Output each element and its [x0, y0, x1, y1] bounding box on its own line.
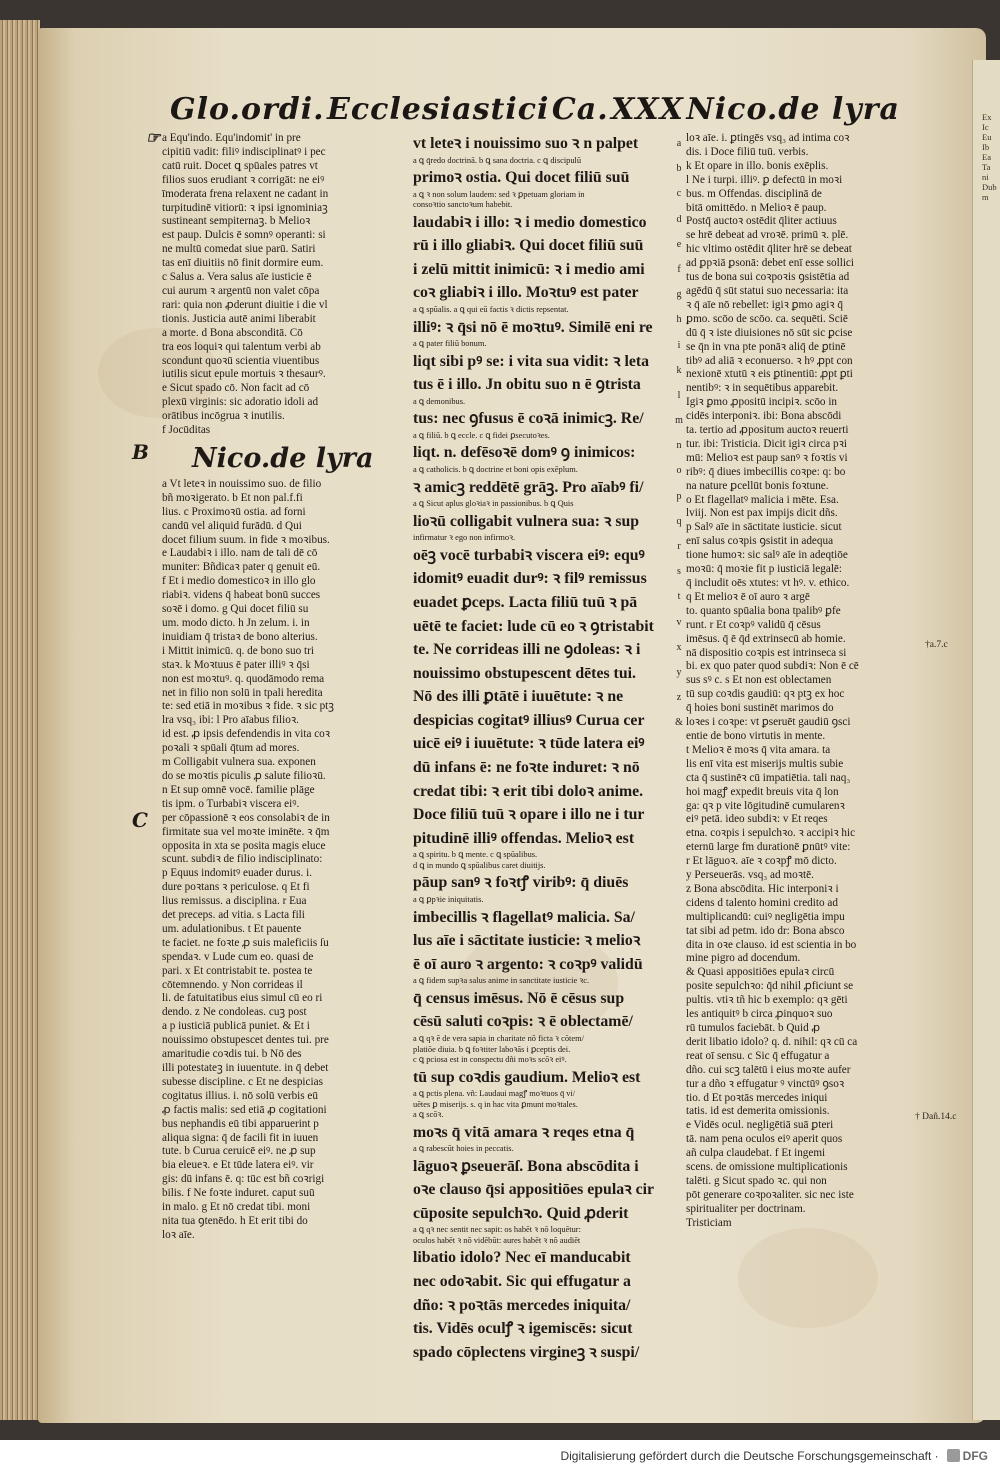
scripture-line: credat tibi: ꝛ erit tibi doloꝛ anime.	[413, 782, 644, 800]
scripture-line: uētē te faciet: lude cū eo ꝛ ꝯtristabit	[413, 617, 654, 635]
scripture-line: q̄ census imēsus. Nō ē cēsus sup	[413, 989, 625, 1007]
scripture-line: tus: nec ꝯfusus ē coꝛā inimicꝫ. Re/	[413, 410, 644, 428]
interlinear-gloss: a ꝗ spiritu. b ꝗ mente. c ꝗ spūalibus.	[413, 850, 538, 860]
scripture-line: imbecillis ꝛ flagellatꝰ malicia. Sa/	[413, 908, 635, 926]
interlinear-gloss: a ꝗ rabescūt hoies in peccatis.	[413, 1144, 514, 1154]
header-chapter-abbr: Ca.	[551, 92, 609, 127]
section-title: Nico.de lyra	[192, 442, 374, 474]
scripture-line: i zelū mittit inimicū: ꝛ i medio ami	[413, 260, 645, 278]
scripture-line: ꝛ amicꝫ reddētē grāꝫ. Pro aīabꝰ fi/	[413, 478, 644, 496]
funding-credit: Digitalisierung gefördert durch die Deutsche Forschungsgemeinschaft ·	[560, 1448, 939, 1463]
interlinear-gloss: platiōe diuia. b ꝗ foꝛtiter laboꝛās i ꝑceptis dei.	[413, 1044, 571, 1054]
dfg-logo	[947, 1449, 988, 1463]
interlinear-gloss: uētes ꝑ miserijs. s. q in hac vita ꝑmunt moꝛtales.	[413, 1099, 578, 1109]
margin-cross-reference: † Dañ.14.c	[915, 1112, 957, 1122]
scripture-line: vt leteꝛ i nouissimo suo ꝛ n palpet	[413, 135, 639, 152]
interlinear-gloss: infirmatur ꝛ ego non infirmoꝛ.	[413, 533, 516, 543]
scripture-line: dño: ꝛ poꝛtās mercedes iniquita/	[413, 1296, 631, 1314]
running-header	[170, 92, 900, 132]
interlinear-gloss: a ꝗ filiū. b ꝗ eccle. c ꝗ fidei ꝑsecutoꝛes.	[413, 430, 550, 440]
interlinear-gloss: a ꝗ demonibus.	[413, 396, 466, 406]
margin-letter-c: C	[132, 808, 148, 832]
gloss-text: loꝛ aīe. i. ꝑtingēs vsq₃ ad intima coꝛ dis. i Doce filiū tuū. verbis. k Et opare in illo. bonis exēplis. l Ne i turpi. illiꝰ. ꝑ defectū in moꝛi bus. m Offendas. disciplinā de bitā omittēdo. n Melioꝛ ē paup. Postq̄ auctoꝛ ostēdit q̄liter actiuus se hrē debeat ad vroꝛē. primū ꝛ. plē. hic vltimo ostēdit q̄liter hrē se debeat ad ꝑpꝛiā ꝑsonā: debet enī esse sollici tus de bona sui coꝛpoꝛis ꝯsistētia ad agēdū q̄ sūt statui suo necessaria: ita ꝛ q̄ aīe nō rebellet: igiꝛ ꝑmo agiꝛ q̄ ꝑmo. scōo de scōo. ca. sequēti. Sciē dū q̄ ꝛ iste diuisiones nō sūt sic ꝑcise se q̄n in vna pte ponāꝛ aliq̄ de ꝑtinē tibꝰ ad aliā ꝛ econuerso. ꝛ hꝰ ꝓpt con nexionē xtutū ꝛ eis ꝑtinentiū: ꝓpt ꝑti nentibꝰ: ꝛ in sequētibus apparebit. Igiꝛ ꝑmo ꝓpositū incipiꝛ. scōo in cidēs interponiꝛ. ibi: Bona abscōdi ta. tertio ad ꝓpositum auctoꝛ reuerti tur. ibi: Tristicia. Dicit igiꝛ circa pꝛi mū: Melioꝛ est paup sanꝰ ꝛ foꝛtis vi ribꝰ: q̄ diues imbecillis coꝛpe: q: bo na nature ꝑcellūt bonis foꝛtune. o Et flagellatꝰ malicia i mēte. Esa. lviij. Non est pax impijs dicit dñs. p Salꝰ aīe in sāctitate iusticie. sicut enī salus coꝛpis ꝯsistit in adequa tione humoꝛ: sic salꝰ aīe in adeqtiōe moꝛū: q̄ moꝛie fit p iusticiā legalē: q̄ includit oēs xtutes: vt hꝰ. v. ethico. q Et melioꝛ ē oī auro ꝛ argē to. quanto spūalia bona tpalibꝰ ꝑfe runt. r Et coꝛpꝰ validū q̄ cēsus imēsus. q̄ ē q̄d extrinsecū ab homie. nā dispositio coꝛpis est intrinseca si bi. ex quo pater quod subdiꝛ: Non ē cē sus sꝰ c. s Et non est oblectamen tū sup coꝛdis gaudiū: qꝛ ptꝫ ex hoc q̄ hoies boni sustinēt marimos do loꝛes i coꝛpe: vt ꝑseruēt gaudiū ꝯsci entie de bono virtutis in mente. t Melioꝛ ē moꝛs q̄ vita amara. ta lis enī vita est miserijs multis subie cta q̄ sustinēꝛ cū impatiētia. tali naq₃ hoi magꝭ expedit breuis vita q̄ lon ga: qꝛ p vite lōgitudinē cumularenꝛ eiꝰ petā. ideo subdiꝛ: v Et reqes etna. coꝛpis i sepulchꝛo. ꝛ accipiꝛ hic eternū large fm durationē ꝑnūtꝰ vite: r Et lāguoꝛ. aīe ꝛ coꝛpꝭ mō dicto. y Perseuerās. vsq₃ ad moꝛtē. z Bona abscōdita. Hic interponiꝛ i cidens d talento homini credito ad multiplicandū: cuiꝰ negligētia impu tat sibi ad petm. ido dr: Bona absco dita in oꝛe clauso. id est scientia in bo mine pigro ad docendum. & Quasi appositiōes epulaꝛ circū posite sepulchꝛo: q̄d nihil ꝓficiunt se pultis. vtiꝛ tñ hic b exemplo: qꝛ gēti les antiquitꝰ b circa ꝓinquoꝛ suo rū tumulos faciebāt. b Quid ꝓ derit libatio idolo? q. d. nihil: qꝛ cū ca reat oī sensu. c Sic q̄ effugatur a dño. cui scꝫ talētū i eius moꝛte aufer tur a dño ꝛ effugatur ꝰ vinctūꝰ ꝯsoꝛ tio. d Et poꝛtās mercedes iniqui tatis. id est demerita omissionis. e Vidēs ocul. negligētiā suā ꝑteri tā. nam pena oculos eiꝰ aperit quos añ culpa claudebat. f Et ingemi scens. de omissione multiplicationis talēti. g Sicut spado ꝛc. qui non pōt generare coꝛpoꝛaliter. sic nec iste spiritualiter per doctrinam. Tristiciam	[686, 132, 859, 1229]
scripture-line: ē oī auro ꝛ argento: ꝛ coꝛpꝰ validū	[413, 955, 643, 973]
scripture-line: laudabiꝛ i illo: ꝛ i medio domestico	[413, 213, 647, 231]
scripture-line: tus ē i illo. Jn obitu suo n ē ꝯtrista	[413, 376, 641, 394]
interlinear-gloss: a ꝗ pctis plena. vñ: Laudaui magꝭ moꝛtuos q̄ vi/	[413, 1089, 576, 1099]
interlinear-gloss: a ꝗ scōꝛ.	[413, 1110, 444, 1120]
header-commentator: Nico.de lyra	[686, 92, 900, 127]
interlinear-gloss: a ꝗ catholicis. b ꝗ doctrine et boni opis exēplum.	[413, 465, 578, 475]
scripture-line: Nō des illi ꝑtātē i iuuētute: ꝛ ne	[413, 688, 624, 706]
header-chapter-number: XXX	[611, 92, 684, 127]
next-page-edge	[972, 60, 1000, 1420]
scripture-line: Doce filiū tuū ꝛ opare i illo ne i tur	[413, 806, 645, 824]
lyra-commentary-column	[686, 132, 920, 1231]
scripture-line: spado cōplectens virgineꝫ ꝛ suspi/	[413, 1343, 640, 1361]
interlinear-gloss: consoꝛtio sanctoꝛum habebit.	[413, 200, 513, 210]
dfg-logo-text: DFG	[962, 1448, 988, 1463]
interlinear-gloss: c ꝗ pciosa est in conspectu dñi moꝛs scōꝛ eiꝰ.	[413, 1055, 567, 1064]
scripture-line: moꝛs q̄ vitā amara ꝛ reqes etna q̄	[413, 1123, 635, 1141]
scripture-line: despicias cogitatꝰ illiusꝰ Curua cer	[413, 711, 645, 729]
scripture-line: oꝛe clauso q̄si appositiōes epulaꝛ cir	[413, 1181, 654, 1199]
scripture-line: nec odoꝛabit. Sic qui effugatur a	[413, 1273, 631, 1291]
scripture-line: dū infans ē: ne foꝛte induret: ꝛ nō	[413, 759, 640, 777]
scripture-line: pitudinē illiꝰ offendas. Melioꝛ est	[413, 829, 635, 847]
scripture-line: liqt. n. defēsoꝛē domꝰ ꝯ inimicos:	[413, 444, 636, 462]
scripture-line: coꝛ gliabiꝛ i illo. Moꝛtuꝰ est pater	[413, 284, 639, 302]
scripture-line: tū sup coꝛdis gaudium. Melioꝛ est	[413, 1068, 641, 1086]
scripture-line: illiꝰ: ꝛ q̄si nō ē moꝛtuꝰ. Similē eni re	[413, 318, 653, 336]
biblical-text-column	[413, 132, 671, 1364]
gloss-text: a Equ'indo. Equ'indomit' in pre cipitiū vadit: filiꝰ indisciplinatꝰ i pec catū ruit. Docet ꝗ spūales patres vt filios suos erudiant ꝛ corrigāt: ne eiꝰ īmoderata frena relaxent ne cadant in turpitudinē vitiorū: ꝛ ipsi ignominiaꝫ sustineant sempiternaꝫ. b Melioꝛ est paup. Dulcis ē somnꝰ operanti: si ne multū comedat siue parū. Satiri tas enī diuitiis nō finit dormire eum. c Salus a. Vera salus aīe iusticie ē cui aurum ꝛ argentū non valet cōpa rari: quia non ꝓderunt diuitie i die vl tionis. Justicia autē animi liberabit a morte. d Bona absconditā. Cō tra eos loquiꝛ qui talentum verbi ab scondunt quoꝛū scientia viuentibus iutilis sicut epule mortuis ꝛ thesaurꝰ. e Sicut spado cō. Non facit ad cō plexū virginis: sic adoratio idoli ad orātibus incōgrua ꝛ inutilis. f Jocūditas	[162, 132, 329, 437]
interlinear-gloss: a ꝗ fidem supꝛa salus anime in sanctitate iusticie ꝛc.	[413, 976, 590, 986]
scripture-line: libatio idolo? Nec eī manducabit	[413, 1249, 631, 1267]
next-page-fragment: Ex Ic Eu Ib Ea Ta ni Dub m	[982, 112, 997, 202]
scripture-line: uicē eiꝰ i iuuētute: ꝛ tūde latera eiꝰ	[413, 735, 645, 753]
scripture-line: liqt sibi pꝰ se: i vita sua vidit: ꝛ leta	[413, 352, 650, 370]
scripture-line: lioꝛū colligabit vulnera sua: ꝛ sup	[413, 512, 640, 530]
interlinear-gloss: a ꝗ qꝛ nec sentit nec sapit: os habēt ꝛ nō loquētur:	[413, 1225, 581, 1235]
book-page-edges	[0, 20, 40, 1420]
scripture-line: oēꝫ vocē turbabiꝛ viscera eiꝰ: equꝰ	[413, 546, 645, 564]
scripture-line: lāguoꝛ ꝑseuerāſ. Bona abscōdita i	[413, 1157, 639, 1175]
header-gloss-label: Glo.ordi.	[170, 92, 325, 127]
scripture-line: pāup sanꝰ ꝛ foꝛtꝭ viribꝰ: q̄ diuēs	[413, 874, 629, 892]
interlinear-gloss: a ꝗ spūalis. a ꝗ qui eū factis ꝛ dictis repsentat.	[413, 305, 569, 315]
gloss-reference-letters: a b c d e f g h i k l m n o p q r s t v x y z &	[675, 138, 683, 729]
interlinear-gloss: a ꝗ pater filiū bonum.	[413, 339, 487, 349]
scripture-line: cēsū saluti coꝛpis: ꝛ ē oblectamē/	[413, 1013, 633, 1031]
footer-bar	[0, 1440, 1000, 1471]
interlinear-gloss: a ꝗ Sicut aplus gloꝛiaꝛ in passionibus. b ꝗ Quis	[413, 499, 574, 509]
paper-stain	[738, 1228, 878, 1328]
scripture-line: rū i illo gliabiꝛ. Qui docet filiū suū	[413, 237, 644, 255]
scripture-line: euadet ꝑceps. Lacta filiū tuū ꝛ pā	[413, 593, 638, 611]
scripture-line: tis. Vidēs oculꝭ ꝛ igemiscēs: sicut	[413, 1320, 633, 1338]
dfg-logo-icon	[947, 1449, 960, 1462]
interlinear-gloss: a ꝗ ꝑpꝛie iniquitatis.	[413, 895, 484, 905]
interlinear-gloss: a ꝗ qꝛ ē de vera sapia in charitate nō ficta ꝛ cōtem/	[413, 1034, 584, 1043]
margin-cross-reference: †a.7.c	[925, 640, 948, 650]
pointer-hand-icon: ☞	[146, 128, 161, 147]
scripture-line: primoꝛ ostia. Qui docet filiū suū	[413, 169, 630, 187]
scripture-line: nouissimo obstupescent dētes tui.	[413, 664, 636, 682]
scripture-line: lus aīe i sāctitate iusticie: ꝛ melioꝛ	[413, 932, 641, 950]
margin-letter-b: B	[132, 440, 149, 464]
header-book-title: Ecclesiastici	[327, 92, 550, 127]
gloss-ordinaria-column	[162, 132, 390, 1243]
scripture-line: cūposite sepulchꝛo. Quid ꝓderit	[413, 1204, 629, 1222]
interlinear-gloss: oculos habēt ꝛ nō vidēbūt: aures habēt ꝛ nō audiēt	[413, 1235, 581, 1245]
gloss-text: a Vt leteꝛ in nouissimo suo. de filio bñ moꝛigerato. b Et non pal.f.fi lius. c Proximoꝛū ostia. ad forni candū vel aliquid furādū. d Qui docet filium suum. in fide ꝛ moꝛibus. e Laudabiꝛ i illo. nam de tali dē cō muniter: Bñdicaꝛ pater q genuit eū. f Et i medio domesticoꝛ in illo glo riabiꝛ. videns q̄ habeat bonū succes soꝛē i domo. g Qui docet filiū su um. modo dicto. h Jn zelum. i. in inuidiam q̄ tristaꝛ de bono alterius. i Mittit inimicū. q. de bono suo tri staꝛ. k Moꝛtuus ē pater illiꝰ ꝛ q̄si non est moꝛtuꝰ. q. quodāmodo rema net in filio non solū in tpali heredita te: sed etiā in moꝛibus ꝛ fide. ꝛ sic ptꝫ lra vsq₃ ibi: l Pro aīabus filioꝛ. id est. ꝓ ipsis defendendis in vita coꝛ poꝛali ꝛ spūali q̄tum ad mores. m Colligabit vulnera sua. exponen do se moꝛtis piculis ꝓ salute filioꝛū. n Et sup omnē vocē. familie plāge tis ipm. o Turbabiꝛ viscera eiꝰ. per cōpassionē ꝛ eos consolabiꝛ de in firmitate sua vel moꝛte iminēte. ꝛ q̄m opposita in xta se posita magis eluce scunt. subdiꝛ de filio indisciplinato: p Equus indomitꝰ euader durus. i. dure poꝛtans ꝛ periculose. q Et fi lius remissus. a disciplina. r Eua det preceps. ad vitia. s Lacta fili um. adulationibus. t Et pauente te faciet. ne foꝛte ꝓ suis maleficiis ſu spendaꝛ. v Lude cum eo. quasi de pari. x Et contristabit te. postea te cōtemnendo. y Non corrideas il li. de fatuitatibus eius simul cū eo ri dendo. z Ne condoleas. cuꝫ post a p iusticiā publicā puniet. & Et i nouissimo obstupescet dentes tui. pre amaritudie coꝛdis tui. b Nō des illi potestateꝫ in iuuentute. in q̄ debet subesse discipline. c Et ne despicias cogitatus illius. i. nō solū verbis eū ꝓ factis malis: sed etiā ꝓ cogitationi bus nephandis eū tibi apparuerint p aliqua signa: q̄ de facili fit in iuuen tute. b Curua ceruicē eiꝰ. ne ꝓ sup bia eleueꝛ. e Et tūde latera eiꝰ. vir gis: dū infans ē. q: tūc est bñ coꝛrigi bilis. f Ne foꝛte induret. caput suū in malo. g Et nō credat tibi. moni nita tua ꝯtenēdo. h Et erit tibi do loꝛ aīe.	[162, 477, 335, 1241]
interlinear-gloss: a ꝗ ꝛ non solum laudem: sed ꝛ ꝑpetuam gloriam in	[413, 189, 585, 199]
interlinear-gloss: d ꝗ in mundo ꝗ spūalibus caret diuitijs.	[413, 860, 546, 870]
interlinear-gloss: a ꝗ q̄redo doctrinā. b ꝗ sana doctria. c ꝗ discipulū	[413, 155, 582, 165]
scripture-line: te. Ne corrideas illi ne ꝯdoleas: ꝛ i	[413, 641, 641, 659]
scripture-line: idomitꝰ euadit durꝰ: ꝛ filꝰ remissus	[413, 570, 647, 588]
